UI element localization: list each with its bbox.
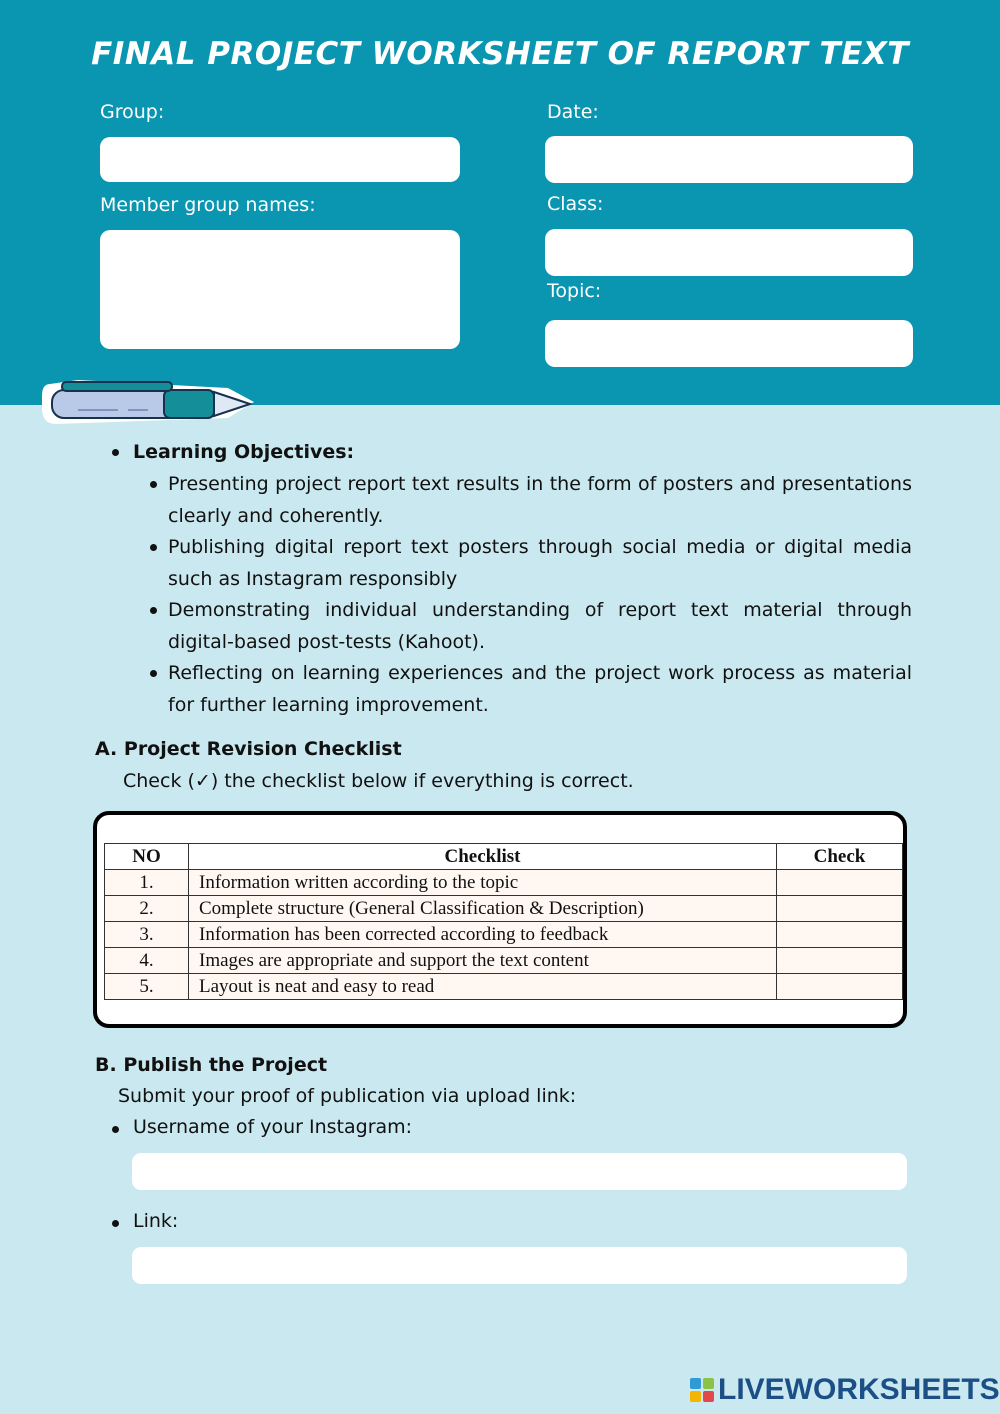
link-input[interactable] bbox=[132, 1247, 907, 1284]
topic-input[interactable] bbox=[545, 320, 913, 367]
header-banner bbox=[0, 0, 1000, 405]
row-check-cell[interactable] bbox=[777, 948, 903, 974]
instagram-label: Username of your Instagram: bbox=[133, 1116, 413, 1138]
header-no: NO bbox=[105, 844, 189, 870]
row-number: 4. bbox=[105, 948, 189, 974]
section-a-instruction: Check (✓) the checklist below if everything is correct. bbox=[123, 770, 634, 792]
bullet-icon bbox=[150, 670, 157, 677]
liveworksheets-logo bbox=[690, 1373, 1000, 1407]
instagram-input[interactable] bbox=[132, 1153, 907, 1190]
row-item: Images are appropriate and support the text content bbox=[189, 948, 777, 974]
section-a-title: A. Project Revision Checklist bbox=[95, 738, 402, 760]
list-item bbox=[168, 532, 912, 595]
list-item bbox=[168, 658, 912, 721]
bullet-icon bbox=[150, 544, 157, 551]
objectives-heading: Learning Objectives: bbox=[133, 441, 355, 463]
row-item: Information written according to the topic bbox=[189, 870, 777, 896]
section-b-instruction: Submit your proof of publication via upload link: bbox=[118, 1085, 577, 1107]
date-input[interactable] bbox=[545, 136, 913, 183]
list-item bbox=[168, 595, 912, 658]
row-number: 2. bbox=[105, 896, 189, 922]
table-header-row bbox=[105, 844, 903, 870]
pen-icon bbox=[38, 372, 258, 430]
bullet-icon bbox=[112, 1126, 119, 1133]
bullet-icon bbox=[112, 449, 119, 456]
row-check-cell[interactable] bbox=[777, 974, 903, 1000]
objective-text: Publishing digital report text posters through social media or digital media such as Instagram responsibly bbox=[168, 536, 912, 590]
header-check: Check bbox=[777, 844, 903, 870]
learning-objectives bbox=[100, 438, 912, 721]
members-label: Member group names: bbox=[100, 194, 316, 216]
header-checklist: Checklist bbox=[189, 844, 777, 870]
section-b-title: B. Publish the Project bbox=[95, 1054, 328, 1076]
objectives-list bbox=[100, 469, 912, 721]
row-check-cell[interactable] bbox=[777, 870, 903, 896]
row-item: Information has been corrected according to feedback bbox=[189, 922, 777, 948]
table-row bbox=[105, 948, 903, 974]
row-check-cell[interactable] bbox=[777, 922, 903, 948]
row-number: 3. bbox=[105, 922, 189, 948]
objectives-heading-row bbox=[100, 438, 912, 466]
row-check-cell[interactable] bbox=[777, 896, 903, 922]
row-item: Complete structure (General Classification & Description) bbox=[189, 896, 777, 922]
row-number: 1. bbox=[105, 870, 189, 896]
bullet-icon bbox=[150, 481, 157, 488]
checklist-card bbox=[93, 811, 907, 1028]
topic-label: Topic: bbox=[547, 280, 602, 302]
logo-icon bbox=[690, 1378, 714, 1402]
class-label: Class: bbox=[547, 193, 604, 215]
objective-text: Reflecting on learning experiences and the project work process as material for further learning improvement. bbox=[168, 662, 912, 716]
bullet-icon bbox=[112, 1220, 119, 1227]
members-input[interactable] bbox=[100, 230, 460, 349]
table-row bbox=[105, 974, 903, 1000]
row-number: 5. bbox=[105, 974, 189, 1000]
table-row bbox=[105, 896, 903, 922]
checklist-table bbox=[104, 843, 903, 1000]
objective-text: Demonstrating individual understanding of report text material through digital-based post-tests (Kahoot). bbox=[168, 599, 912, 653]
group-input[interactable] bbox=[100, 137, 460, 182]
group-label: Group: bbox=[100, 101, 165, 123]
logo-text: LIVEWORKSHEETS bbox=[718, 1373, 1000, 1406]
class-input[interactable] bbox=[545, 229, 913, 276]
row-item: Layout is neat and easy to read bbox=[189, 974, 777, 1000]
bullet-icon bbox=[150, 607, 157, 614]
link-label: Link: bbox=[133, 1210, 179, 1232]
list-item bbox=[168, 469, 912, 532]
table-row bbox=[105, 870, 903, 896]
page-title: FINAL PROJECT WORKSHEET OF REPORT TEXT bbox=[91, 36, 909, 72]
objective-text: Presenting project report text results in the form of posters and presentations clearly and coherently. bbox=[168, 473, 912, 527]
date-label: Date: bbox=[547, 101, 599, 123]
table-row bbox=[105, 922, 903, 948]
